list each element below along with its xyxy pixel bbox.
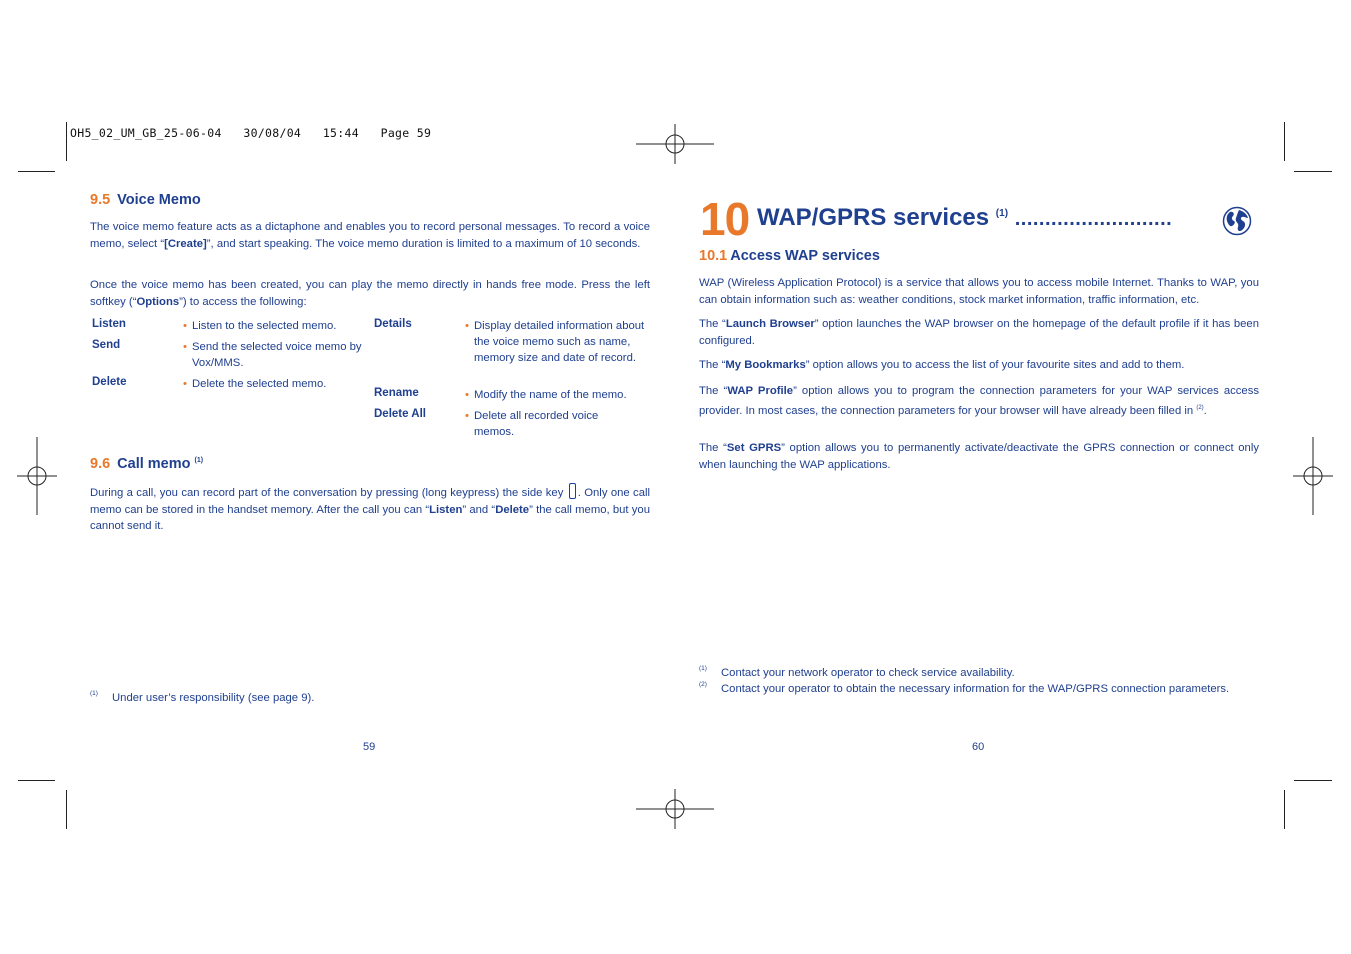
option-desc: • Display detailed information about the voice memo such as name, memory size and date of record. bbox=[465, 320, 645, 364]
registration-mark-right bbox=[1293, 437, 1333, 515]
option-desc: • Delete the selected memo. bbox=[183, 378, 327, 390]
wap-paragraph-bookmarks: The “My Bookmarks” option allows you to access the list of your favourite sites and add to them. bbox=[699, 359, 1185, 371]
call-memo-paragraph: During a call, you can record part of the conversation by pressing (long keypress) the side key . Only one call memo can be stored in the handset memory. After the call you can “Listen” and “Delete” the call memo, but you cannot send it. bbox=[90, 483, 650, 535]
left-footnote: (1) Under user’s responsibility (see page 9). bbox=[90, 690, 315, 704]
chapter-title: WAP/GPRS services $^{(1)}$ .......................... bbox=[757, 204, 1173, 231]
option-term: Delete bbox=[92, 376, 127, 388]
side-key-icon bbox=[569, 483, 576, 499]
registration-mark-left bbox=[17, 437, 57, 515]
chapter-number: 10 bbox=[700, 193, 750, 245]
option-term: Listen bbox=[92, 318, 126, 330]
option-term: Details bbox=[374, 318, 412, 330]
wap-paragraph-gprs: The “Set GPRS” option allows you to permanently activate/deactivate the GPRS connection or connect only when launching the WAP applications. bbox=[699, 442, 1259, 471]
wap-paragraph-launch-browser: The “Launch Browser” option launches the WAP browser on the homepage of the default profile if it has been configured. bbox=[699, 318, 1259, 347]
registration-mark-bottom bbox=[636, 789, 714, 829]
right-footnote-2: (2) Contact your operator to obtain the necessary information for the WAP/GPRS connection parameters. bbox=[699, 681, 1230, 695]
option-desc: • Modify the name of the memo. bbox=[465, 389, 627, 401]
registration-mark-top bbox=[636, 124, 714, 164]
option-desc: • Send the selected voice memo by Vox/MMS. bbox=[183, 341, 362, 369]
option-desc: • Listen to the selected memo. bbox=[183, 320, 337, 332]
option-desc: • Delete all recorded voice memos. bbox=[465, 410, 599, 438]
option-term: Delete All bbox=[374, 408, 426, 420]
page-number-left: 59 bbox=[363, 741, 376, 753]
voice-memo-paragraph-1: The voice memo feature acts as a dictaphone and enables you to record personal messages. To record a voice memo, select “[Create]”, and start speaking. The voice memo duration is limited to a maximum of 10 seconds. bbox=[90, 221, 650, 250]
wap-paragraph-profile: The “WAP Profile” option allows you to program the connection parameters for your WAP services access provider. In most cases, the connection parameters for your browser will have already been filled in $^{(2)}$. bbox=[699, 385, 1260, 417]
section-call-memo-heading: 9.6 Call memo $^{(1)}$ bbox=[90, 456, 204, 472]
print-slug: OH5_02_UM_GB_25-06-04 30/08/04 15:44 Page 59 bbox=[70, 126, 432, 140]
wap-paragraph-1: WAP (Wireless Application Protocol) is a service that allows you to access mobile Internet. Thanks to WAP, you can obtain information such as: weather conditions, stock market information, traffic information, etc. bbox=[699, 277, 1259, 306]
option-term: Rename bbox=[374, 387, 419, 399]
option-term: Send bbox=[92, 339, 121, 351]
voice-memo-paragraph-2: Once the voice memo has been created, you can play the memo directly in hands free mode. Press the left softkey (“Options”) to access the following: bbox=[90, 279, 650, 308]
right-footnote-1: (1) Contact your network operator to check service availability. bbox=[699, 665, 1015, 679]
section-access-wap-heading: 10.1 Access WAP services bbox=[699, 248, 880, 264]
globe-icon bbox=[1222, 206, 1252, 236]
section-voice-memo-heading: 9.5 Voice Memo bbox=[90, 192, 201, 208]
page-number-right: 60 bbox=[972, 741, 985, 753]
chapter-header bbox=[700, 193, 1260, 246]
